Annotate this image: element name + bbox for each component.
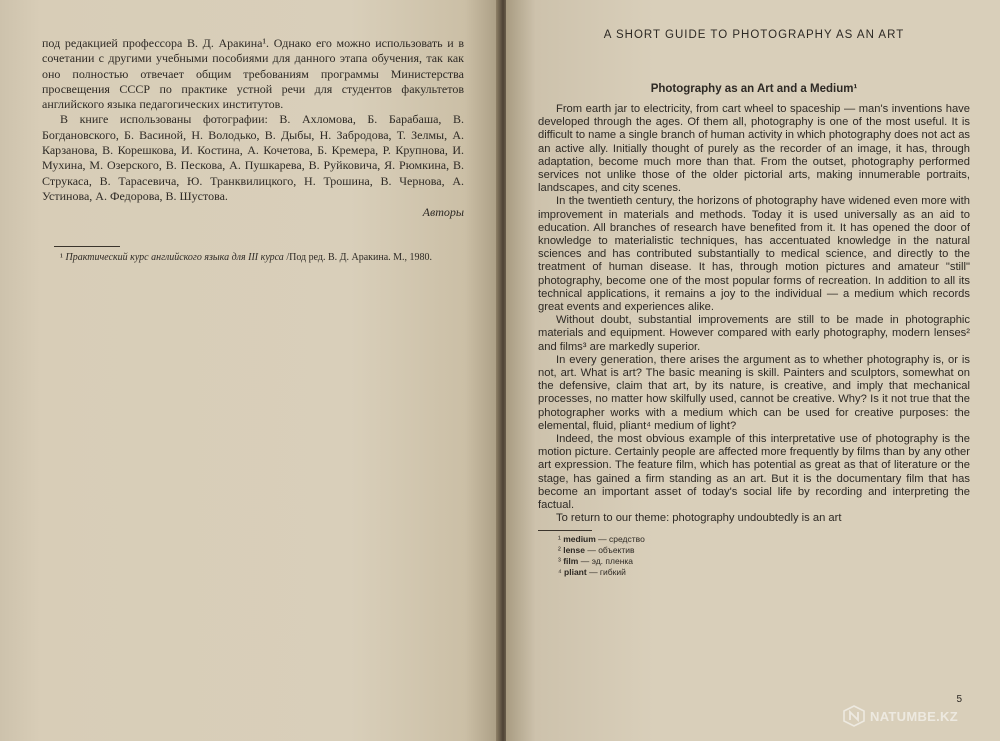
- glossary-translation: — гибкий: [586, 566, 626, 577]
- watermark-text: NATUMBE.KZ: [870, 708, 958, 724]
- n-logo-icon: [843, 705, 865, 727]
- footnote-rest: /Под ред. В. Д. Аракина. М., 1980.: [283, 252, 433, 264]
- glossary-marker: ³: [558, 555, 561, 566]
- footnote-marker: ¹: [60, 252, 63, 264]
- left-paragraph-2: В книге использованы фотографии: В. Ахломова, Б. Барабаша, В. Богдановского, Б. Васиной, Н. Володько, В. Дыбы, Н. Забродова, Т. Зелмы, А. Карзанова, В. Корешкова, И. Костина, А. Кочетова, Б. Кремера, Р. Крупнова, И. Мухина, М. Озерского, В. Пескова, А. Пушкарева, В. Руйковича, Я. Рюмкина, В. Струкаса, В. Тарасевича, Ю. Транквилицкого, Н. Трошина, В. Чернова, А. Устинова, А. Федорова, В. Шустова.: [42, 112, 464, 203]
- glossary-item: [558, 556, 970, 567]
- glossary-marker: ⁴: [558, 566, 562, 577]
- watermark: [843, 702, 958, 730]
- left-footnote: [42, 251, 464, 264]
- right-paragraph-6: To return to our theme: photography undoubtedly is an art: [556, 512, 842, 525]
- right-page: [506, 0, 1000, 741]
- right-page-text: [538, 103, 970, 526]
- glossary-term: medium: [563, 533, 596, 544]
- right-paragraph-3: Without doubt, substantial improvements are still to be made in photographic materials and equipment. However compared with early photography, modern lenses² and films³ are markedly superior.: [538, 314, 970, 353]
- footnote-divider: [54, 246, 120, 247]
- left-paragraph-1: под редакцией профессора В. Д. Аракина¹. Однако его можно использовать и в сочетании с другими учебными пособиями для данного этапа обучения, так как оно полностью отвечает общим требованиям программы Министерства просвещения СССР по практике устной речи для студентов факультетов английского языка педагогических институтов.: [42, 36, 464, 112]
- glossary-term: pliant: [564, 566, 587, 577]
- right-paragraph-1: From earth jar to electricity, from cart wheel to spaceship — man's inventions have developed through the ages. Of them all, photography is one of the most useful. It is difficult to name a single branch of human activity in which photography does not act as an active ally. Initially thought of purely as the recorder of an image, it has, through adaptation, become much more than that. From the outset, photography performed services not unlike those of the older pictorial arts, making innumerable portraits, landscapes, and city scenes.: [538, 103, 971, 195]
- glossary-item: [558, 534, 970, 545]
- glossary-term: lense: [563, 544, 585, 555]
- glossary-marker: ²: [558, 544, 561, 555]
- left-page-text: [42, 36, 464, 204]
- glossary-item: [558, 567, 970, 578]
- chapter-title: Photography as an Art and a Medium¹: [650, 83, 858, 95]
- glossary-term: film: [563, 555, 579, 566]
- running-head: A SHORT GUIDE TO PHOTOGRAPHY AS AN ART: [603, 29, 905, 41]
- glossary-translation: — эд. пленка: [578, 555, 634, 566]
- right-paragraph-2: In the twentieth century, the horizons of photography have widened even more with improvement in materials and methods. Today it is used universally as an aid to education. All branches of research have benefited from it. It has opened the door of knowledge to materialistic techniques, has accentuated knowledge in the natural sciences and has contributed substantially to medical science, and directly to the treatment of human disease. It has, through motion pictures and amateur "still" photography, become one of the most popular forms of recreation. In addition to all its technical applications, it remains a joy to the individual — a medium which records great events and experiences alike.: [538, 195, 970, 314]
- glossary-divider: [538, 530, 592, 531]
- authors-signature: Авторы: [422, 205, 464, 220]
- glossary-list: [538, 534, 970, 578]
- glossary-translation: — средство: [595, 533, 645, 544]
- page-number: 5: [956, 694, 962, 705]
- glossary-item: [558, 545, 970, 556]
- footnote-title: Практический курс английского языка для III курса: [65, 252, 284, 264]
- glossary-marker: ¹: [558, 533, 561, 544]
- glossary-translation: — объектив: [584, 544, 635, 555]
- right-paragraph-5: Indeed, the most obvious example of this interpretative use of photography is the motion picture. Certainly people are affected more frequently by films than by any other art expression. The feature film, which has potential as great as that of literature or the stage, has gained a firm standing as an art. But it is the documentary film that has become an important asset of today's social life by recording and interpreting the factual.: [538, 433, 970, 512]
- right-paragraph-4: In every generation, there arises the argument as to whether photography is, or is not, art. What is art? The basic meaning is skill. Painters and sculptors, somewhat on the defensive, claim that art, by its nature, is creative, and imply that mechanical processes, no matter how skilfully used, cannot be creative. Why? Is it not true that the photographer works with a medium which can be used for creative purposes: the elemental, fluid, pliant⁴ medium of light?: [538, 353, 970, 432]
